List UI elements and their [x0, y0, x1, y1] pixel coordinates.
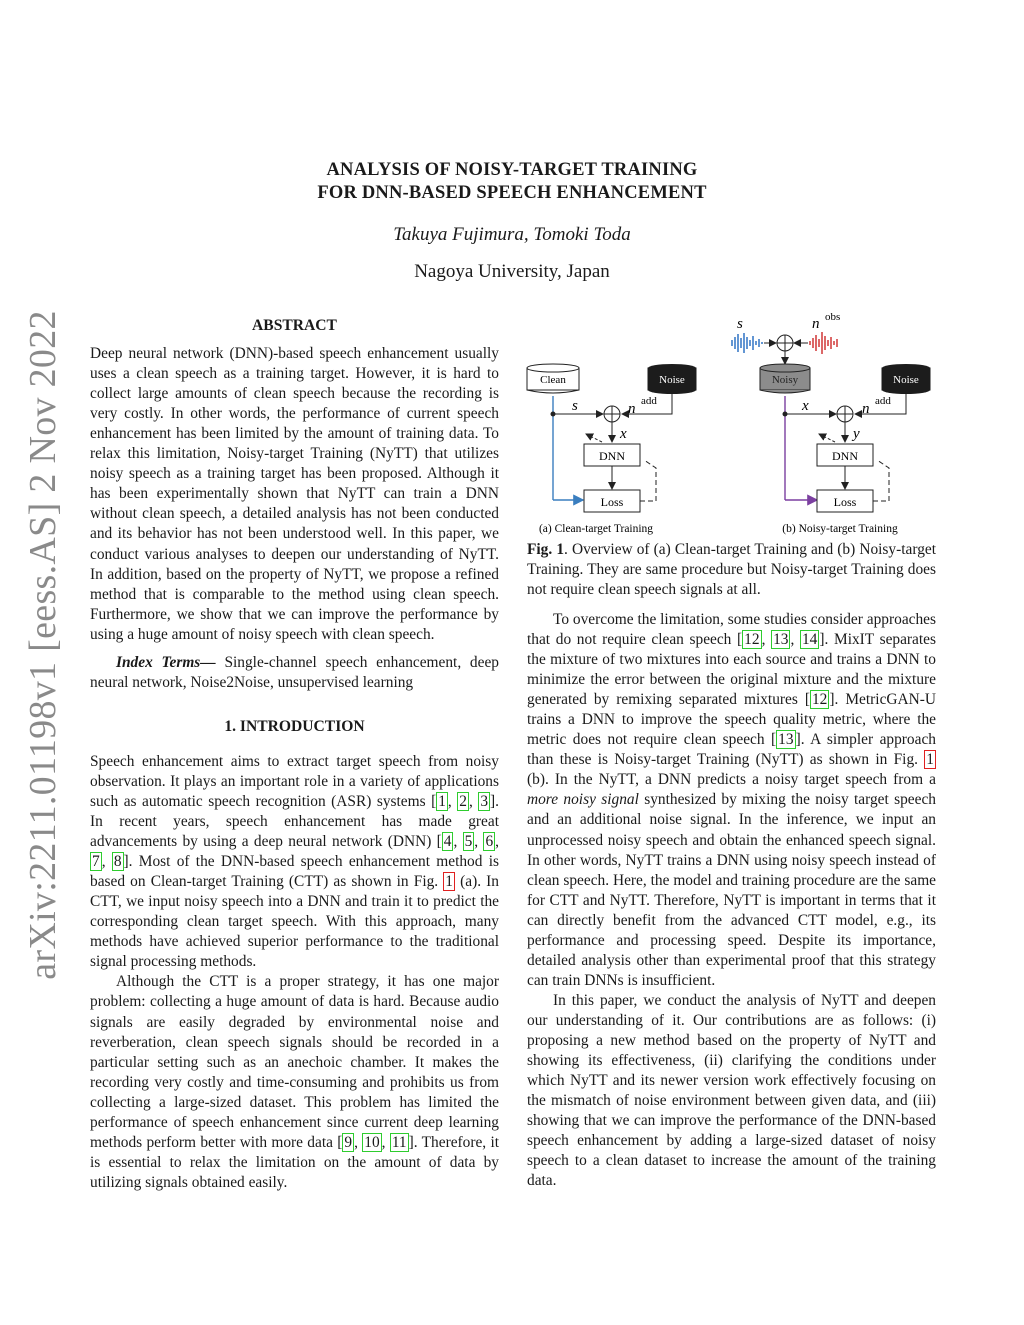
n-symbol-obs: n: [812, 316, 820, 332]
citation-link[interactable]: 5: [464, 833, 473, 851]
abstract-text: Deep neural network (DNN)-based speech enhancement usually uses a clean speech as a training target. However, it is hard to collect large amounts of clean speech because the recording is very costly. In other words, the performance of current speech enhancement has been limited by the amount of training data. To relax this limitation, Noisy-target Training (NyTT) that utilizes noisy speech as a training target has been proposed. Although it has been experimentally shown that NyTT can train a DNN without clean speech, a detailed analysis has not been conducted and its behavior has not been understood well. In this paper, we conduct various analyses to deepen our understanding of NyTT. In addition, based on the property of NyTT, we propose a refined method that is comparable to the method using clean speech. Furthermore, we show that we can improve the performance by using a huge amount of noisy speech with clean speech.: [90, 345, 499, 643]
add-node-a: [604, 406, 620, 422]
loss-label-b: Loss: [833, 495, 857, 509]
add-superscript-a: add: [641, 395, 657, 407]
citation-link[interactable]: 13: [778, 731, 794, 749]
index-terms-text: Single-channel speech enhancement, deep neural network, Noise2Noise, unsupervised learning: [90, 653, 499, 691]
index-terms-label: Index Terms—: [116, 653, 216, 671]
citation-link[interactable]: 2: [459, 792, 467, 810]
intro-paragraph-2: Although the CTT is a proper strategy, it has one major problem: collecting a huge amount of data is hard. Because audio signals are easily degraded by environmental noise and reverberation, clean speech signals should be recorded in a particular setting such as an anechoic chamber. It makes the recording very costly and time-consuming and prohibits us from collecting a large-sized dataset. This problem has limited the performance of speech enhancement since current deep learning methods perform better with more data [ 9 , 10 , 11 ]. Therefore, it is essential to relax the limitation on the amount of data by utilizing signals obtained easily.: [90, 973, 500, 1191]
noise-waveform-icon: [810, 332, 837, 354]
citation-link[interactable]: 8: [113, 853, 122, 871]
obs-superscript: obs: [825, 311, 841, 323]
figure-caption-text: . Overview of (a) Clean-target Training and (b) Noisy-target Training. They are same procedure but Noisy-target Training does not require clean speech signals at all.: [527, 541, 936, 599]
arxiv-watermark: [16, 310, 70, 980]
intro-heading: 1. INTRODUCTION: [224, 717, 365, 735]
update-arrow-a: [586, 434, 602, 442]
s-symbol-b: s: [737, 316, 743, 332]
dnn-label-b: DNN: [832, 449, 858, 463]
feedback-dashed-a: [640, 460, 656, 501]
arxiv-id-text: arXiv:2211.01198v1 [eess.AS] 2 Nov 2022: [22, 310, 64, 980]
citation-link[interactable]: 13: [773, 631, 789, 649]
citation-link[interactable]: 1: [438, 792, 446, 810]
subcaption-a: (a) Clean-target Training: [538, 523, 654, 535]
noisy-label: Noisy: [771, 374, 799, 386]
citation-link[interactable]: 6: [485, 833, 494, 851]
figure-ref-link[interactable]: 1: [926, 751, 934, 769]
index-terms: [90, 653, 499, 693]
add-superscript-b: add: [875, 395, 891, 407]
feedback-dashed-b: [873, 460, 889, 501]
update-arrow-b: [819, 434, 835, 442]
x-symbol-a: x: [620, 426, 627, 442]
s-symbol-a: s: [572, 398, 578, 414]
figure-1-diagram: [520, 310, 950, 542]
citation-link[interactable]: 14: [801, 631, 818, 649]
noise-label-b: Noise: [893, 374, 919, 386]
figure-caption-label: Fig. 1: [527, 541, 565, 558]
figure-ref-link[interactable]: 1: [445, 873, 453, 891]
left-column: [90, 316, 499, 1193]
citation-link[interactable]: 7: [92, 853, 100, 871]
speech-waveform-icon: [732, 333, 762, 353]
clean-label: Clean: [540, 374, 566, 386]
figure-caption: [527, 540, 936, 600]
loss-label-a: Loss: [600, 495, 624, 509]
citation-link[interactable]: 10: [364, 1133, 380, 1151]
citation-link[interactable]: 11: [391, 1133, 407, 1151]
paper-title-line1: ANALYSIS OF NOISY-TARGET TRAINING: [326, 160, 698, 180]
intro-paragraph-1: Speech enhancement aims to extract target speech from noisy observation. It plays an important role in a variety of applications such as automatic speech recognition (ASR) systems [ 1 , 2 , 3 ]. In recent years, speech enhancement has made great advancements by using a deep neural network (DNN) [ 4 , 5 , 6 , 7 , 8 ]. Most of the DNN-based speech enhancement method is based on Clean-target Training (CTT) as shown in Fig. 1 (a). In CTT, we input noisy speech into a DNN and train it to predict the corresponding clean target speech. With this approach, many methods have achieved superior performance to the traditional signal processing methods.: [90, 752, 500, 971]
n-symbol-a: n: [628, 401, 636, 417]
y-symbol: y: [853, 426, 860, 442]
figure-1: [520, 310, 950, 542]
right-paragraph-1: To overcome the limitation, some studies consider approaches that do not require clean speech [ 12 , 13 , 14 ]. MixIT separates the mixture of two mixtures into each source and trains a DNN to minimize the error between the original mixture and the mixture generated by remixing separated mixtures [ 12 ]. MetricGAN-U trains a DNN to improve the speech quality metric, where the metric does not require clean speech [ 13 ]. A simpler approach than these is Noisy-target Training (NyTT) as shown in Fig. 1 (b). In the NyTT, a DNN predicts a noisy target speech from a more noisy signal synthesized by mixing the noisy target speech and an additional noise signal. In the inference, we input an unprocessed noisy speech and obtain the enhanced speech signal. In other words, NyTT trains a DNN using noisy speech instead of clean speech. Here, the model and training procedure are the same for CTT and NyTT. Therefore, NyTT is important in terms that it can directly benefit from the advanced CTT model, e.g., its performance and processing speed. Despite its importance, detailed analysis other than experimental proof that this strategy can train DNNs is insufficient.: [527, 611, 936, 989]
citation-link[interactable]: 12: [744, 631, 760, 649]
subcaption-b: (b) Noisy-target Training: [782, 523, 898, 535]
citation-link[interactable]: 9: [344, 1133, 353, 1151]
abstract-heading: ABSTRACT: [252, 317, 337, 334]
noise-label-a: Noise: [659, 374, 685, 386]
x-symbol-b: x: [802, 398, 809, 414]
affiliation: Nagoya University, Japan: [414, 261, 610, 282]
add-node-b: [837, 406, 853, 422]
citation-link[interactable]: 3: [480, 792, 489, 810]
right-paragraph-2: In this paper, we conduct the analysis of NyTT and deepen our understanding of it. Our contributions are as follows: (i) proposing a new method based on the property of NyTT and showing its effectiveness, (ii) clarifying the conditions under which NyTT and its newer version work effectively focusing on the mismatch of noise environment between given data, and (iii) showing that we can improve the performance of the DNN-based speech enhancement by adding a large-sized dataset of noisy speech to a clean dataset to increase the amount of the training data.: [527, 991, 936, 1190]
right-column: [527, 610, 936, 1191]
citation-link[interactable]: 12: [811, 691, 828, 709]
add-node-obs: [777, 335, 793, 351]
authors: Takuya Fujimura, Tomoki Toda: [393, 224, 631, 245]
citation-link[interactable]: 4: [443, 833, 452, 851]
n-symbol-b: n: [862, 401, 870, 417]
paper-title-line2: FOR DNN-BASED SPEECH ENHANCEMENT: [317, 183, 707, 203]
dnn-label-a: DNN: [599, 449, 625, 463]
